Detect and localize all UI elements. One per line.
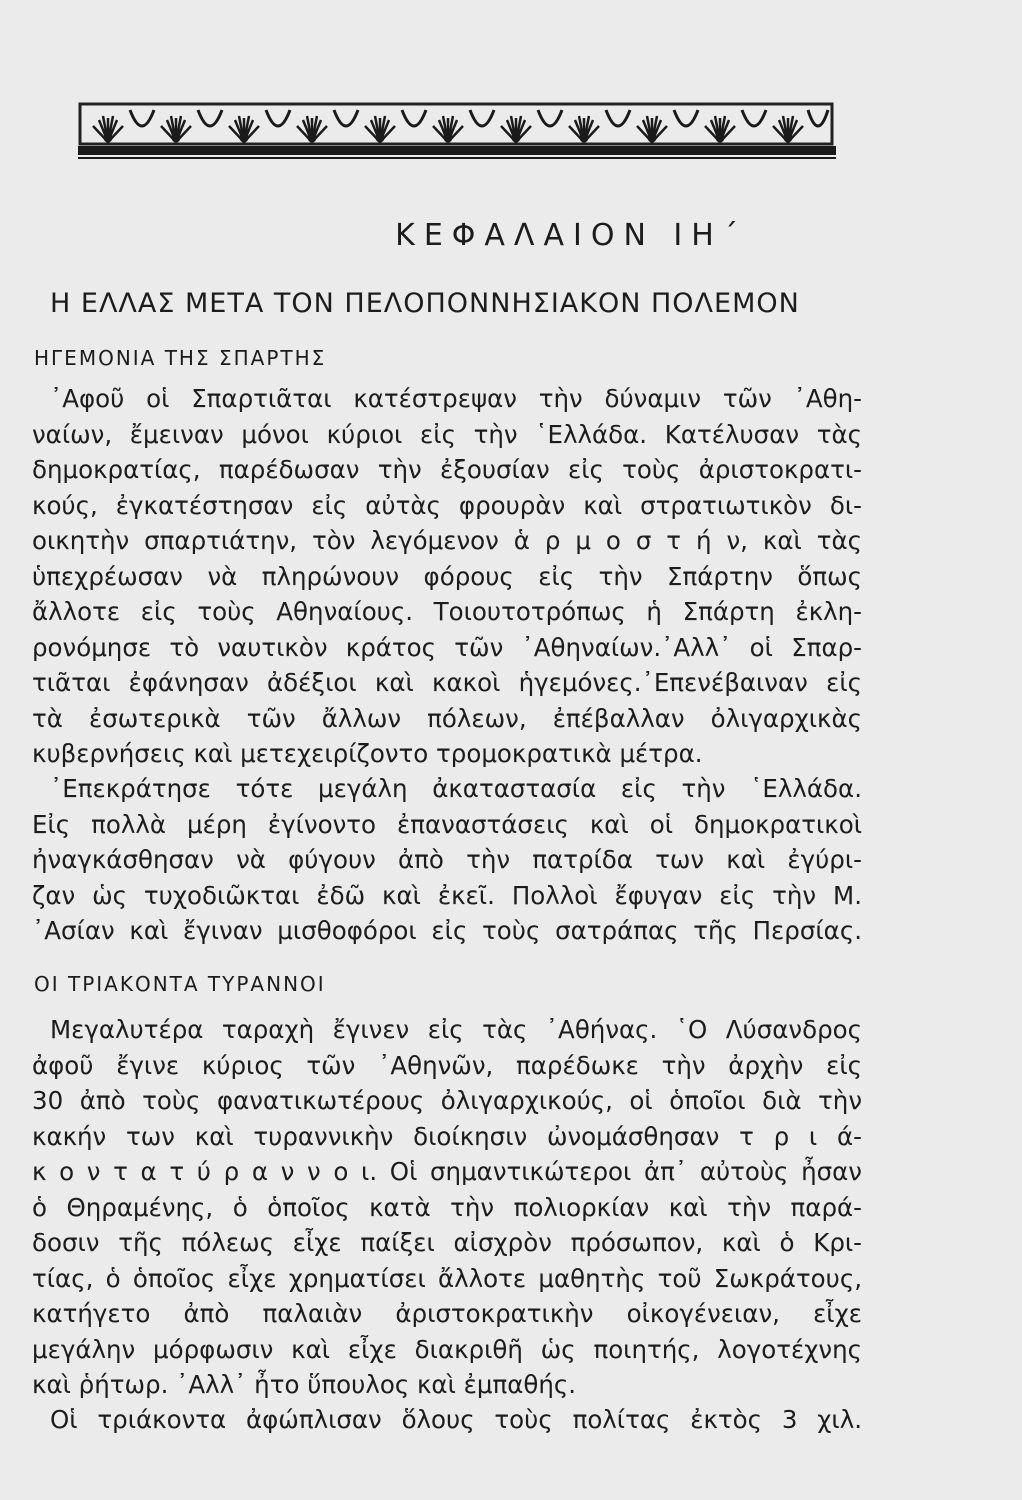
text-line: ᾿Επεκράτησε τότε μεγάλη ἀκαταστασία εἰς τὴν ῾Ελλάδα.	[50, 774, 862, 803]
text-line: ἄλλοτε εἰς τοὺς Αθηναίους. Τοιουτοτρόπως ἡ Σπάρτη ἐκλη-	[32, 597, 862, 626]
text-line: τίας, ὁ ὁποῖος εἶχε χρηματίσει ἄλλοτε μαθητὴς τοῦ Σωκράτους,	[32, 1263, 862, 1293]
text-line: οικητὴν σπαρτιάτην, τὸν λεγόμενον ἁ ρ μ ο σ τ ή ν, καὶ τὰς	[32, 526, 862, 555]
section-heading-thirty-tyrants: ΟΙ ΤΡΙΑΚΟΝΤΑ ΤΥΡΑΝΝΟΙ	[34, 972, 326, 996]
text-line: 30 ἀπὸ τοὺς φανατικωτέρους ὀλιγαρχικούς, οἱ ὁποῖοι διὰ τὴν	[32, 1086, 862, 1115]
text-line: κυβερνήσεις καὶ μετεχειρίζοντο τρομοκρατικὰ μέτρα.	[32, 739, 703, 768]
text-line: ὑπεχρέωσαν νὰ πληρώνουν φόρους εἰς τὴν Σπάρτην ὅπως	[32, 561, 862, 591]
text-line: καὶ ῥήτωρ. ᾿Αλλ᾿ ἦτο ὕπουλος καὶ ἐμπαθής.	[32, 1370, 577, 1399]
text-line: δοσιν τῆς πόλεως εἶχε παίξει αἰσχρὸν πρόσωπον, καὶ ὁ Κρι-	[32, 1228, 862, 1257]
text-line: κ ο ν τ α τ ύ ρ α ν ν ο ι. Οἱ σημαντικώτεροι ἀπ᾿ αὐτοὺς ἦσαν	[32, 1157, 862, 1186]
chapter-heading: Η ΕΛΛΑΣ ΜΕΤΑ ΤΟΝ ΠΕΛΟΠΟΝΝΗΣΙΑΚΟΝ ΠΟΛΕΜΟΝ	[50, 288, 800, 319]
text-line: Οἱ τριάκοντα ἀφώπλισαν ὅλους τοὺς πολίτας ἐκτὸς 3 χιλ.	[50, 1405, 862, 1434]
text-line: ὁ Θηραμένης, ὁ ὁποῖος κατὰ τὴν πολιορκίαν καὶ τὴν παρά-	[32, 1192, 862, 1222]
paragraph-disorder	[32, 771, 862, 949]
text-line: κακήν των καὶ τυραννικὴν διοίκησιν ὠνομάσθησαν τ ρ ι ά-	[32, 1121, 862, 1151]
text-line: μεγάλην μόρφωσιν καὶ εἶχε διακριθῆ ὡς ποιητής, λογοτέχνης	[32, 1334, 862, 1364]
text-line: ᾿Ασίαν καὶ ἔγιναν μισθοφόροι εἰς τοὺς σατράπας τῆς Περσίας.	[32, 916, 862, 945]
text-line: ναίων, ἔμειναν μόνοι κύριοι εἰς τὴν ῾Ελλάδα. Κατέλυσαν τὰς	[32, 419, 862, 449]
section-heading-spartan-hegemony: ΗΓΕΜΟΝΙΑ ΤΗΣ ΣΠΑΡΤΗΣ	[34, 346, 327, 370]
paragraph-spartan-hegemony	[32, 381, 862, 772]
text-line: ζαν ὡς τυχοδιῶκται ἐδῶ καὶ ἐκεῖ. Πολλοὶ ἔφυγαν εἰς τὴν Μ.	[32, 880, 862, 910]
text-line: δημοκρατίας, παρέδωσαν τὴν ἐξουσίαν εἰς τοὺς ἀριστοκρατι-	[32, 455, 862, 484]
text-line: ρονόμησε τὸ ναυτικὸν κράτος τῶν ᾿Αθηναίων.᾿Αλλ᾿ οἱ Σπαρ-	[32, 632, 862, 662]
text-line: τὰ ἐσωτερικὰ τῶν ἄλλων πόλεων, ἐπέβαλλαν ὀλιγαρχικὰς	[32, 703, 862, 733]
text-line: κατήγετο ἀπὸ παλαιὰν ἀριστοκρατικὴν οἰκογένειαν, εἶχε	[32, 1299, 862, 1328]
text-line: Εἰς πολλὰ μέρη ἐγίνοντο ἐπαναστάσεις καὶ οἱ δημοκρατικοὶ	[32, 809, 862, 839]
text-line: ᾿Αφοῦ οἱ Σπαρτιᾶται κατέστρεψαν τὴν δύναμιν τῶν ᾿Αθη-	[50, 384, 862, 413]
paragraph-thirty-tyrants	[32, 1012, 862, 1403]
decorative-border-ornament	[78, 100, 836, 162]
text-line: κούς, ἐγκατέστησαν εἰς αὐτὰς φρουρὰν καὶ στρατιωτικὸν δι-	[32, 490, 862, 520]
text-line: τιᾶται ἐφάνησαν ἀδέξιοι καὶ κακοὶ ἡγεμόνες.᾿Επενέβαιναν εἰς	[32, 668, 862, 697]
text-line: Μεγαλυτέρα ταραχὴ ἔγινεν εἰς τὰς ᾿Αθήνας. ῾Ο Λύσανδρος	[50, 1015, 862, 1044]
paragraph-disarmament	[32, 1402, 862, 1438]
text-line: ἀφοῦ ἔγινε κύριος τῶν ᾿Αθηνῶν, παρέδωκε τὴν ἀρχὴν εἰς	[32, 1050, 862, 1080]
chapter-title: ΚΕΦΑΛΑΙΟΝ ΙΗ΄	[395, 218, 747, 253]
text-line: ἠναγκάσθησαν νὰ φύγουν ἀπὸ τὴν πατρίδα των καὶ ἐγύρι-	[32, 845, 862, 874]
